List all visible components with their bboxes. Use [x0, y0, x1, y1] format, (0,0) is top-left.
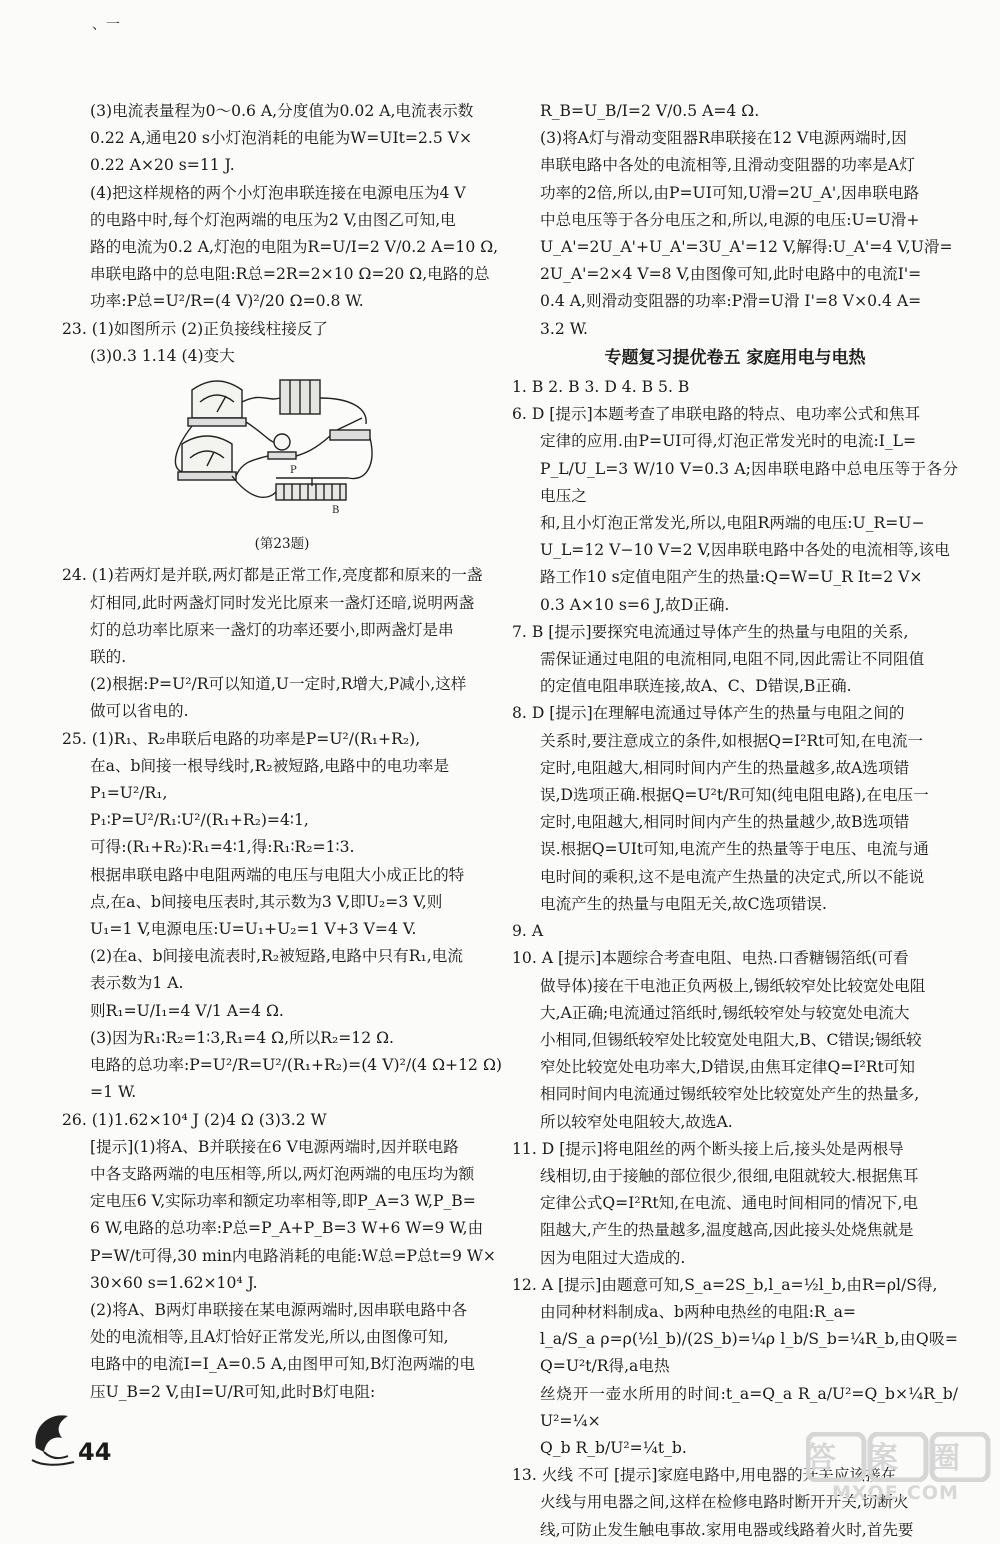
text-line: U_A'=2U_A'+U_A'=3U_A'=12 V,解得:U_A'=4 V,U滑=: [540, 238, 953, 257]
text-line: 做导体)接在干电池正负两极上,锡纸较窄处比较宽处电阻: [540, 976, 926, 995]
text-line: 和,且小灯泡正常发光,所以,电阻R两端的电压:U_R=U−: [540, 514, 925, 533]
text-line: 关系时,要注意成立的条件,如根据Q=I²Rt可知,在电流一: [540, 731, 924, 750]
svg-text:B: B: [332, 505, 340, 517]
text-line: 路的电流为0.2 A,灯泡的电阻为R=U/I=2 V/0.2 A=10 Ω,: [90, 238, 499, 257]
text-line: (3)将A灯与滑动变阻器R串联接在12 V电源两端时,因: [540, 129, 907, 148]
circuit-diagram: [172, 372, 382, 522]
text-line: l_a/S_a ρ=ρ(½l_b)/(2S_b)=¼ρ l_b/S_b=¼R_b,由Q吸=Q=U²t/R得,a电热: [540, 1330, 958, 1376]
text-line: 点,在a、b间接电压表时,其示数为3 V,即U₂=3 V,则: [90, 892, 443, 911]
answer-7: 7. B [提示]要探究电流通过导体产生的热量与电阻的关系,: [512, 622, 909, 641]
text-line: 阻越大,产生的热量越多,温度越高,因此接头处烧焦就是: [540, 1221, 914, 1240]
text-line: (3)电流表量程为0～0.6 A,分度值为0.02 A,电流表示数: [90, 102, 474, 120]
text-line: 处的电流相等,且A灯恰好正常发光,所以,由图像可知,: [90, 1328, 449, 1347]
page-top-marks: 、一: [92, 17, 120, 33]
text-line: 由同种材料制成a、b两种电热丝的电阻:R_a=: [540, 1302, 856, 1321]
text-line: Q_b R_b/U²=¼t_b.: [540, 1438, 687, 1457]
svg-text:P: P: [290, 465, 297, 477]
text-line: 在a、b间接一根导线时,R₂被短路,电路中的电功率是: [90, 756, 450, 775]
text-line: 中总电压等于各分电压之和,所以,电源的电压:U=U滑+: [540, 210, 920, 229]
text-line: P=W/t可得,30 min内电路消耗的电能:W总=P总t=9 W×: [90, 1246, 496, 1265]
answer-11: 11. D [提示]将电阻丝的两个断头接上后,接头处是两根导: [512, 1139, 904, 1158]
text-line: 火线与用电器之间,这样在检修电路时断开开关,切断火: [540, 1493, 909, 1512]
text-line: 根据串联电路中电阻两端的电压与电阻大小成正比的特: [90, 865, 465, 884]
text-line: 0.22 A×20 s=11 J.: [90, 156, 235, 175]
text-line: 的定值电阻串联连接,故A、C、D错误,B正确.: [540, 677, 852, 696]
text-line: (2)根据:P=U²/R可以知道,U一定时,R增大,P减小,这样: [90, 675, 467, 694]
watermark-logo: [806, 1432, 992, 1486]
text-line: 大,A正确;电流通过箔纸时,锡纸较窄处与较宽处电流大: [540, 1003, 910, 1022]
answer-24: 24. (1)若两灯是并联,两灯都是正常工作,亮度都和原来的一盏: [62, 566, 483, 585]
text-line: 误.根据Q=UIt可知,电流产生的热量等于电压、电流与通: [540, 840, 929, 859]
text-line: U₁=1 V,电源电压:U=U₁+U₂=1 V+3 V=4 V.: [90, 920, 417, 939]
text-line: 0.3 A×10 s=6 J,故D正确.: [540, 595, 730, 614]
answer-26: 26. (1)1.62×10⁴ J (2)4 Ω (3)3.2 W: [62, 1110, 327, 1129]
text-line: 灯的总功率比原来一盏灯的功率还要小,即两盏灯是串: [90, 620, 454, 639]
text-line: 定律公式Q=I²Rt知,在电流、通电时间相同的情况下,电: [540, 1194, 919, 1213]
text-line: 压U_B=2 V,由I=U/R可知,此时B灯电阻:: [90, 1382, 376, 1401]
text-line: (4)把这样规格的两个小灯泡串联连接在电源电压为4 V: [90, 183, 466, 202]
text-line: 丝烧开一壶水所用的时间:t_a=Q_a R_a/U²=Q_b×¼R_b/U²=¼×: [540, 1384, 958, 1430]
text-line: 串联电路中各处的电流相等,且滑动变阻器的功率是A灯: [540, 156, 915, 175]
text-line: (3)因为R₁∶R₂=1∶3,R₁=4 Ω,所以R₂=12 Ω.: [90, 1028, 394, 1047]
text-line: 定时,电阻越大,相同时间内产生的热量越多,故A选项错: [540, 758, 910, 777]
text-line: R_B=U_B/I=2 V/0.5 A=4 Ω.: [540, 102, 760, 120]
text-line: 线,可防止发生触电事故.家用电器或线路着火时,首先要: [540, 1520, 914, 1539]
text-line: 0.4 A,则滑动变阻器的功率:P滑=U滑 I'=8 V×0.4 A=: [540, 292, 922, 311]
text-line: P₁=U²/R₁,: [90, 784, 168, 803]
text-line: 则R₁=U/I₁=4 V/1 A=4 Ω.: [90, 1001, 284, 1020]
circuit-figure-23: [62, 372, 502, 531]
answer-12: 12. A [提示]由题意可知,S_a=2S_b,l_a=½l_b,由R=ρl/S得,: [512, 1275, 938, 1294]
answers-1-5: 1. B 2. B 3. D 4. B 5. B: [512, 378, 690, 397]
text-line: 3.2 W.: [540, 319, 589, 338]
text-line: 窄处比较宽处电功率大,D错误,由焦耳定律Q=I²Rt可知: [540, 1058, 915, 1077]
figure-caption: (第23题): [254, 536, 310, 553]
text-line: 可得:(R₁+R₂)∶R₁=4∶1,得:R₁∶R₂=1∶3.: [90, 838, 355, 857]
text-line: 误,D选项正确.根据Q=U²t/R可知(纯电阻电路),在电压一: [540, 786, 929, 805]
watermark-chars: 答案圈: [806, 1441, 992, 1476]
text-line: 定律的应用.由P=UI可得,灯泡正常发光时的电流:I_L=: [540, 432, 917, 451]
publisher-logo-icon: [28, 1408, 80, 1472]
answer-6: 6. D [提示]本题考查了串联电路的特点、电功率公式和焦耳: [512, 405, 921, 424]
text-line: 电路中的电流I=I_A=0.5 A,由图甲可知,B灯泡两端的电: [90, 1355, 475, 1374]
text-line: 路工作10 s定值电阻产生的热量:Q=W=U_R It=2 V×: [540, 568, 923, 587]
section-title: 专题复习提优卷五 家庭用电与电热: [604, 347, 866, 368]
text-line: 30×60 s=1.62×10⁴ J.: [90, 1273, 258, 1292]
text-line: 定电压6 V,实际功率和额定功率相等,即P_A=3 W,P_B=: [90, 1192, 476, 1211]
text-line: 做可以省电的.: [90, 702, 189, 721]
answer-25: 25. (1)R₁、R₂串联后电路的功率是P=U²/(R₁+R₂),: [62, 729, 421, 748]
text-line: 因为电阻过大造成的.: [540, 1248, 686, 1267]
text-line: 0.22 A,通电20 s小灯泡消耗的电能为W=UIt=2.5 V×: [90, 129, 473, 148]
right-column: [512, 98, 958, 1544]
text-line: 电时间的乘积,这不是电流产生热量的决定式,所以不能说: [540, 867, 925, 886]
text-line: 所以较窄处电阻较大,故选A.: [540, 1112, 733, 1131]
answer-23: 23. (1)如图所示 (2)正负接线柱接反了: [62, 319, 329, 338]
text-line: 的电路中时,每个灯泡两端的电压为2 V,由图乙可知,电: [90, 210, 456, 229]
text-line: 功率:P总=U²/R=(4 V)²/20 Ω=0.8 W.: [90, 292, 364, 311]
text-line: P_L/U_L=3 W/10 V=0.3 A;因串联电路中总电压等于各分电压之: [540, 459, 958, 505]
text-line: 电路的总功率:P=U²/R=U²/(R₁+R₂)=(4 V)²/(4 Ω+12 Ω)=1 W.: [90, 1056, 502, 1102]
text-line: U_L=12 V−10 V=2 V,因串联电路中各处的电流相等,该电: [540, 541, 950, 560]
text-line: 联的.: [90, 648, 127, 667]
text-line: 表示数为1 A.: [90, 974, 184, 993]
text-line: (2)在a、b间接电流表时,R₂被短路,电路中只有R₁,电流: [90, 947, 463, 966]
page-number: 44: [78, 1438, 112, 1466]
answer-9: 9. A: [512, 922, 544, 941]
text-line: 定时,电阻越大,相同时间内产生的热量越少,故B选项错: [540, 813, 910, 832]
text-line: 功率的2倍,所以,由P=UI可知,U滑=2U_A',因串联电路: [540, 183, 920, 202]
text-line: 相同时间内电流通过锡纸较窄处比较宽处产生的热量多,: [540, 1085, 920, 1104]
text-line: 6 W,电路的总功率:P总=P_A+P_B=3 W+6 W=9 W,由: [90, 1219, 484, 1238]
text-line: 2U_A'=2×4 V=8 V,由图像可知,此时电路中的电流I'=: [540, 265, 922, 284]
text-line: 灯相同,此时两盏灯同时发光比原来一盏灯还暗,说明两盏: [90, 593, 475, 612]
text-line: P₁∶P=U²/R₁∶U²/(R₁+R₂)=4∶1,: [90, 811, 309, 830]
text-line: 线相切,由于接触的部位很少,很细,电阻就较大.根据焦耳: [540, 1166, 919, 1185]
text-line: (2)将A、B两灯串联接在某电源两端时,因串联电路中各: [90, 1300, 468, 1319]
answer-10: 10. A [提示]本题综合考查电阻、电热.口香糖锡箔纸(可看: [512, 949, 909, 968]
watermark-url: MXQE.COM: [832, 1482, 959, 1504]
text-line: 中各支路两端的电压相等,所以,两灯泡两端的电压均为额: [90, 1164, 475, 1183]
text-line: 串联电路中的总电阻:R总=2R=2×10 Ω=20 Ω,电路的总: [90, 265, 490, 284]
left-column: [62, 98, 502, 1406]
text-line: [提示](1)将A、B并联接在6 V电源两端时,因并联电路: [90, 1137, 459, 1156]
answer-13: 13. 火线 不可 [提示]家庭电路中,用电器的开关应该接在: [512, 1466, 897, 1485]
text-line: 需保证通过电阻的电流相同,电阻不同,因此需让不同阻值: [540, 650, 925, 669]
text-line: 小相同,但锡纸较窄处比较宽处电阻大,B、C错误;锡纸较: [540, 1030, 922, 1049]
answer-8: 8. D [提示]在理解电流通过导体产生的热量与电阻之间的: [512, 704, 905, 723]
text-line: 电流产生的热量与电阻无关,故C选项错误.: [540, 894, 827, 913]
text-line: (3)0.3 1.14 (4)变大: [90, 346, 235, 365]
